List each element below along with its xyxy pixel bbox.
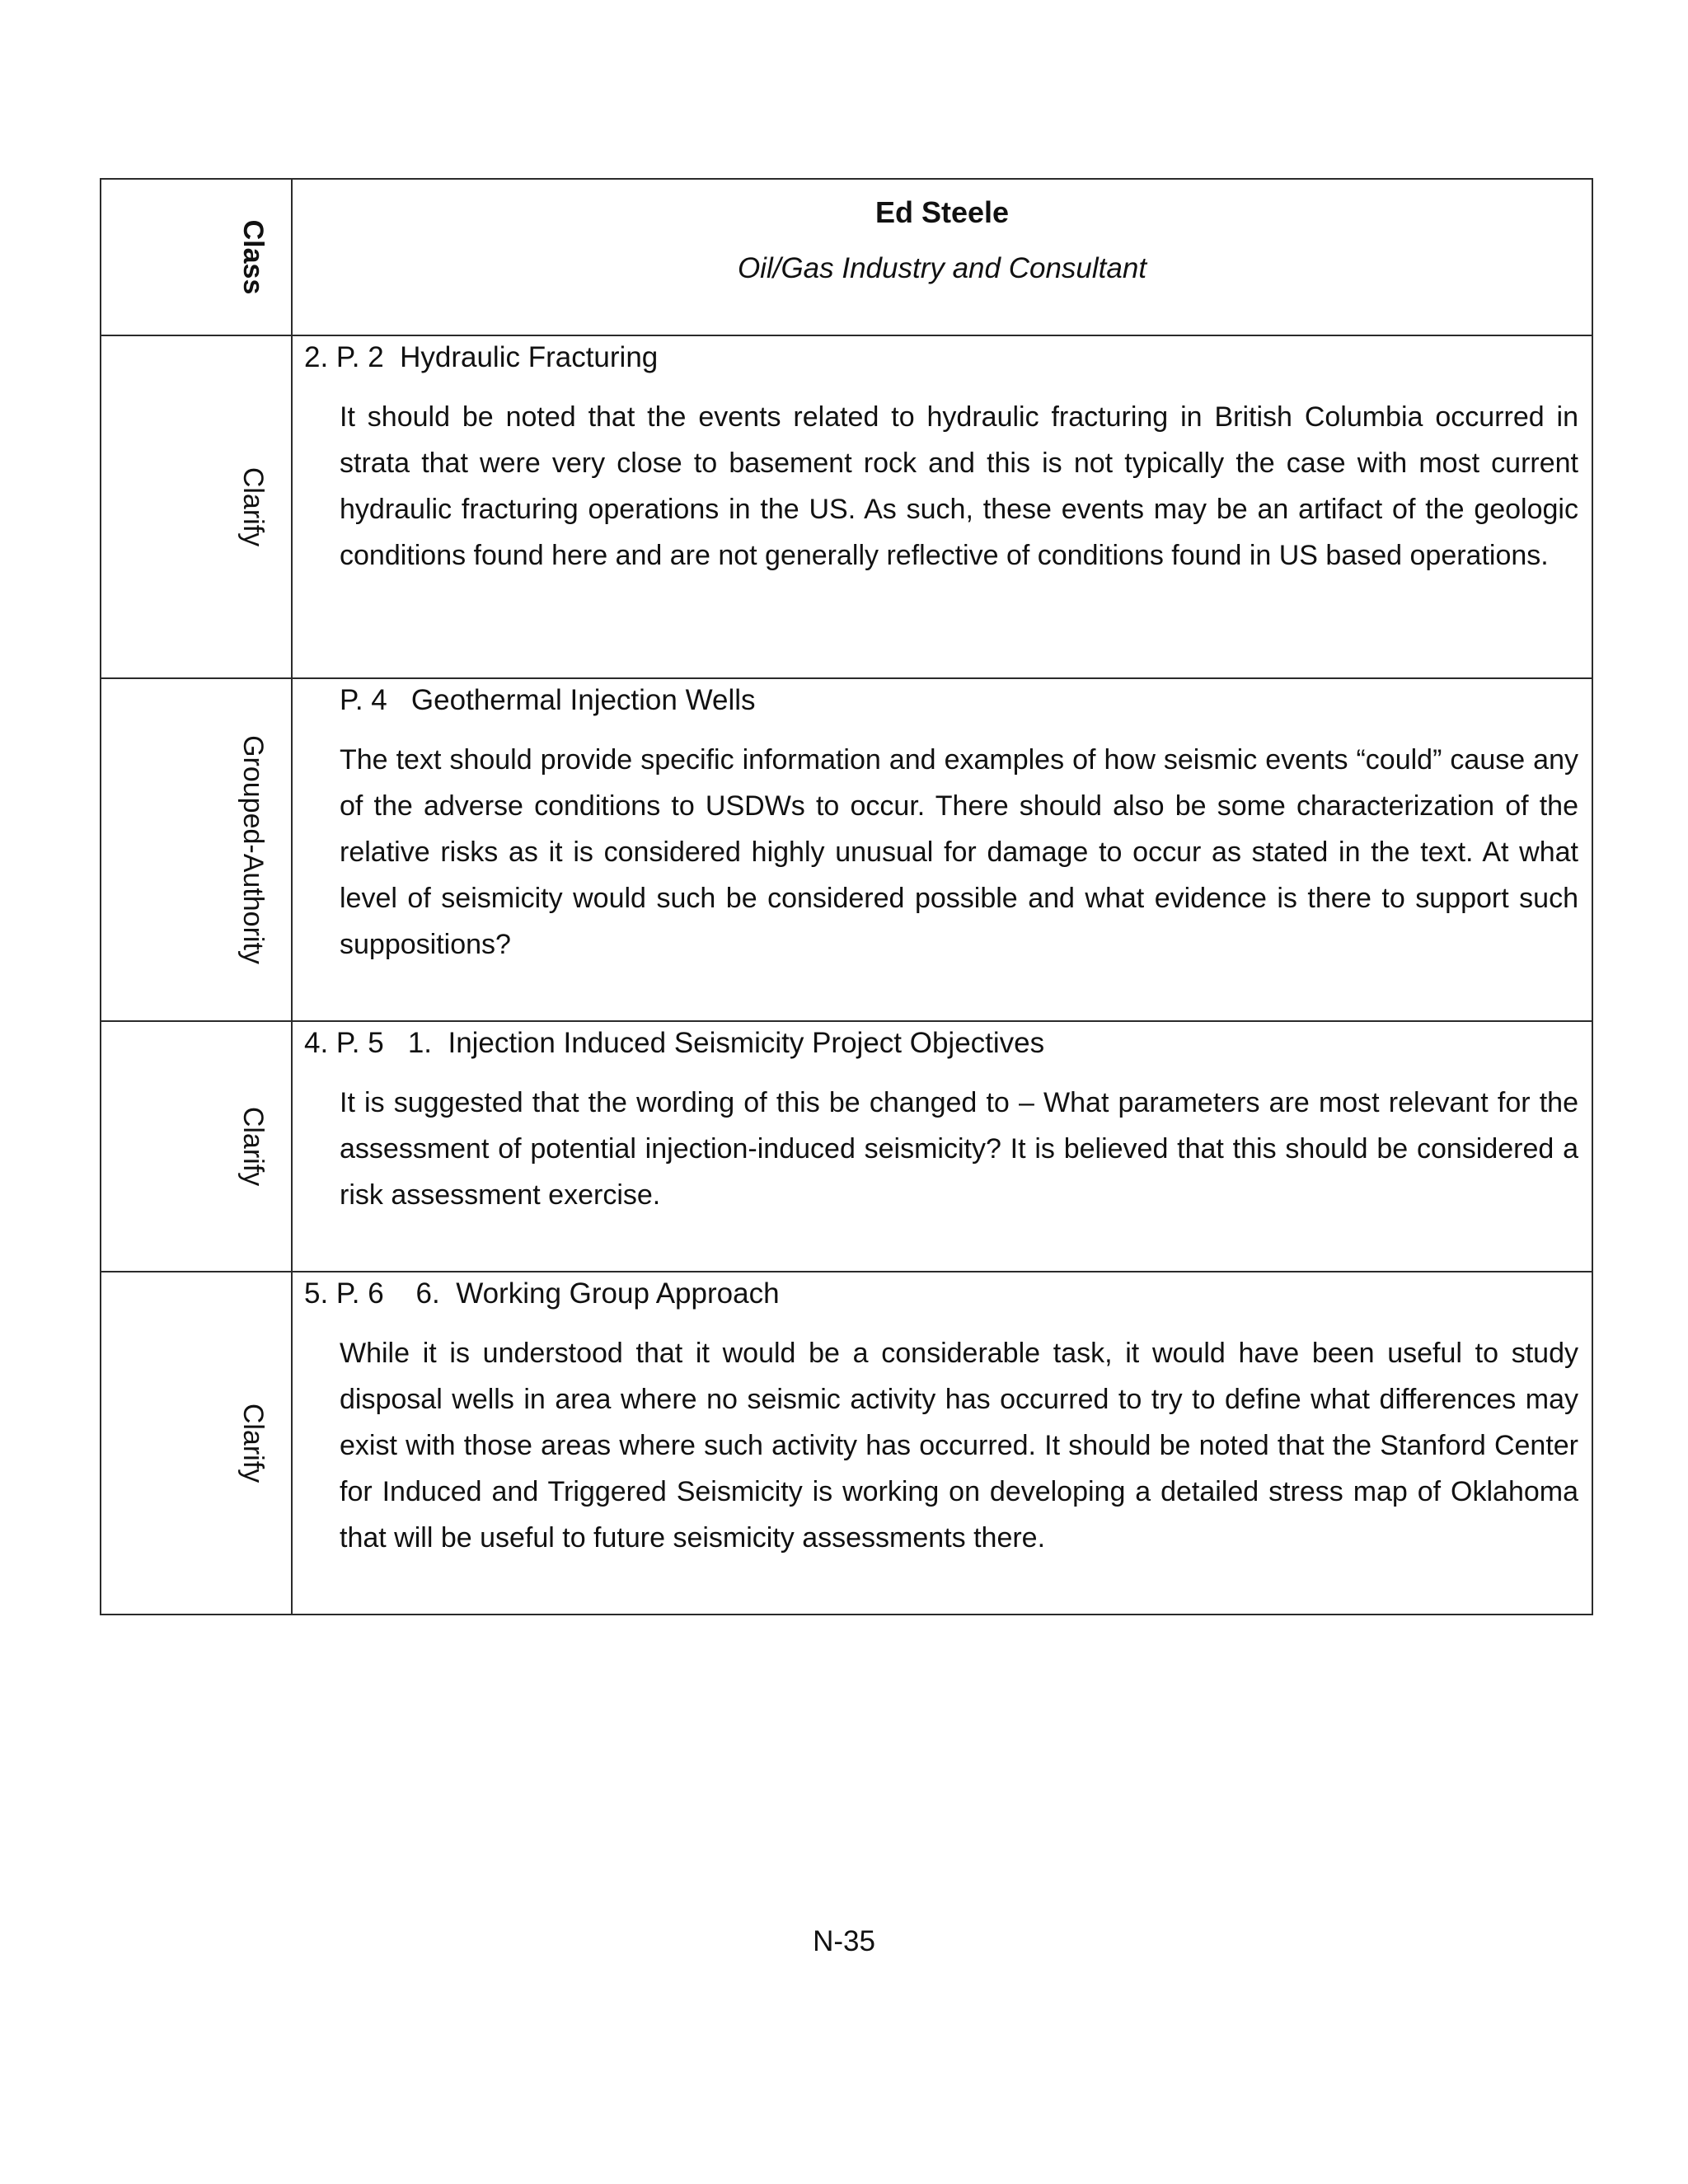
comment-class: Clarify <box>237 1106 269 1187</box>
commenter-header-cell <box>292 179 1592 335</box>
comment-heading: P. 4 Geothermal Injection Wells <box>340 684 756 716</box>
comment-body: The text should provide specific information and examples of how seismic events “could” cause any of the adverse conditions to USDWs to occur. There should also be some characterization of the relative risks as it is considered highly unusual for damage to occur as stated in the text. At what level of seismicity would such be considered possible and what evidence is there to support such suppositions? <box>340 744 1578 960</box>
table-row <box>101 1021 1592 1272</box>
comment-body: It is suggested that the wording of this be changed to – What parameters are most relevant for the assessment of potential injection-induced seismicity? It is believed that this should be considered a risk assessment exercise. <box>340 1087 1578 1211</box>
comment-cell <box>292 335 1592 678</box>
table-row <box>101 1272 1592 1615</box>
class-header-cell <box>101 179 292 335</box>
comment-cell <box>292 1272 1592 1615</box>
class-cell <box>101 1021 292 1272</box>
comment-cell <box>292 678 1592 1021</box>
commenter-role: Oil/Gas Industry and Consultant <box>737 252 1147 284</box>
page-number: N-35 <box>813 1925 875 1957</box>
comment-cell <box>292 1021 1592 1272</box>
comment-class: Clarify <box>237 1403 269 1483</box>
comment-heading: 4. P. 5 1. Injection Induced Seismicity Project Objectives <box>304 1027 1045 1059</box>
class-cell <box>101 678 292 1021</box>
table-row <box>101 678 1592 1021</box>
comment-class: Grouped-Authority <box>237 735 269 964</box>
comment-body: It should be noted that the events related to hydraulic fracturing in British Columbia occurred in strata that were very close to basement rock and this is not typically the case with most current hydraulic fracturing operations in the US. As such, these events may be an artifact of the geologic conditions found here and are not generally reflective of conditions found in US based operations. <box>340 401 1578 571</box>
class-cell <box>101 1272 292 1615</box>
table-row <box>101 335 1592 678</box>
table-header-row <box>101 179 1592 335</box>
class-column-label: Class <box>237 219 269 295</box>
commenter-name: Ed Steele <box>874 195 1010 229</box>
comment-table <box>100 178 1593 1615</box>
comment-heading: 5. P. 6 6. Working Group Approach <box>304 1277 780 1310</box>
comment-heading: 2. P. 2 Hydraulic Fracturing <box>304 341 659 373</box>
comment-class: Clarify <box>237 466 269 547</box>
class-cell <box>101 335 292 678</box>
comment-body: While it is understood that it would be a considerable task, it would have been useful to study disposal wells in area where no seismic activity has occurred to try to define what differences may exist with those areas where such activity has occurred. It should be noted that the Stanford Center for Induced and Triggered Seismicity is working on developing a detailed stress map of Oklahoma that will be useful to future seismicity assessments there. <box>340 1338 1578 1554</box>
